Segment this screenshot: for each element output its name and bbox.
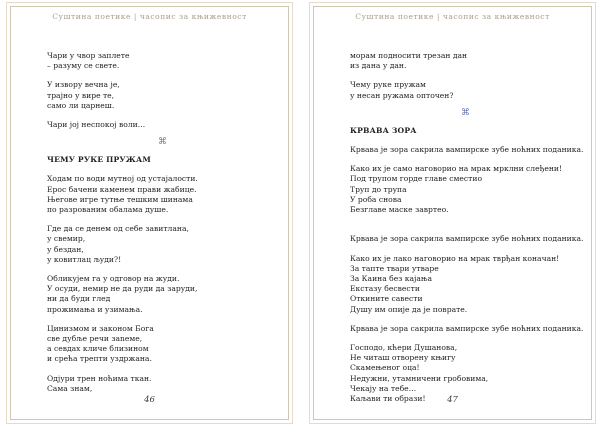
page-number: 47 xyxy=(447,395,458,405)
text-line: у несан ружама опточен? xyxy=(350,90,454,100)
text-line: у свемир, xyxy=(47,234,86,244)
poem-title: ЧЕМУ РУКЕ ПРУЖАМ xyxy=(47,155,151,165)
text-line xyxy=(350,215,581,225)
text-line: из дана у дан. xyxy=(350,61,407,71)
left-page-text xyxy=(47,51,278,394)
text-line: све дубље речи заneме, xyxy=(47,334,143,344)
text-line: Откините савести xyxy=(350,294,423,304)
text-line: За Каина без кајања xyxy=(350,274,432,284)
text-line: Обликујем га у одговор на жуди. xyxy=(47,274,180,284)
text-line: Екстазу бесвести xyxy=(350,284,420,294)
right-page xyxy=(313,6,592,420)
text-line: прожимања и узимања. xyxy=(47,304,143,314)
text-line: и срећа трепти уздржана. xyxy=(47,354,152,364)
text-line: Где да се денем од себе завитлана, xyxy=(47,224,189,234)
text-line: Његове игре тутње тешким шинама xyxy=(47,194,193,204)
text-line: Душу им опије да је поврате. xyxy=(350,304,468,314)
text-line: У извору вечна је, xyxy=(47,80,120,90)
text-line: Како их је само наговорио на мрак мрклни слеђени! xyxy=(350,164,563,174)
poem-title: КРВАВА ЗОРА xyxy=(350,125,417,135)
text-line: по разрованим обалама душе. xyxy=(47,205,169,215)
text-line: У осуди, немир не да руди да заруди, xyxy=(47,284,198,294)
text-line: Господо, кћери Душанова, xyxy=(350,343,458,353)
text-line: Труп до трупа xyxy=(350,184,407,194)
text-line: Скамењеног оца! xyxy=(350,363,420,373)
text-line: Како их је лако наговорио на мрак тврђан коначан! xyxy=(350,253,560,263)
text-line: у ковитлац људи?! xyxy=(47,254,122,264)
running-head: Суштина поетике | часопис за књижевност xyxy=(52,12,247,21)
right-page-text xyxy=(350,51,584,404)
page-number: 46 xyxy=(144,395,155,405)
text-line: Каљави ти образи! xyxy=(350,394,426,404)
left-page xyxy=(10,6,289,420)
section-ornament-icon: ⌘ xyxy=(158,137,167,148)
text-line: у бездан, xyxy=(47,244,84,254)
text-line: – разуму се свете. xyxy=(47,61,120,71)
text-line: ни да буди глед xyxy=(47,294,111,304)
text-line: Под трупом горде главе сместио xyxy=(350,174,483,184)
text-line: Недужни, утамничени гробовима, xyxy=(350,373,489,383)
text-line: Чари у чвор заплете xyxy=(47,51,130,60)
text-line: У роба снова xyxy=(350,194,402,204)
section-ornament-icon: ⌘ xyxy=(461,107,470,118)
text-line: а севдах кличе близином xyxy=(47,344,149,354)
text-line: Ходам по води мутној од устаjалости. xyxy=(47,174,198,184)
text-line: Чему руке пружам xyxy=(350,80,426,90)
text-line: трајно у вире те, xyxy=(47,90,115,100)
text-line: Чари јој неспокој воли… xyxy=(47,120,146,130)
text-line: Крвава је зора сакрила вампирске зубе ноћних поданика. xyxy=(350,323,584,333)
text-line: Безглаве маске завртео. xyxy=(350,205,449,215)
text-line: Крвава је зора сакрила вампирске зубе ноћних поданика. xyxy=(350,145,584,155)
text-line: Цинизмом и законом Бога xyxy=(47,323,154,333)
text-line: Одјури трен ноћима ткан. xyxy=(47,373,152,383)
text-line: Сама знам, xyxy=(47,383,93,393)
text-line: само ли царнеш. xyxy=(47,100,115,110)
text-line: Ерос бачени каменем прави жабице. xyxy=(47,184,197,194)
text-line: Не читаш отворену књигу xyxy=(350,353,456,363)
text-line: Чекају на тебе… xyxy=(350,383,417,393)
text-line: За тапте твари утваре xyxy=(350,263,439,273)
text-line: Крвава је зора сакрила вампирске зубе ноћних поданика. xyxy=(350,234,584,244)
text-line: морам подносити трезан дан xyxy=(350,51,468,60)
running-head: Суштина поетике | часопис за књижевност xyxy=(355,12,550,21)
